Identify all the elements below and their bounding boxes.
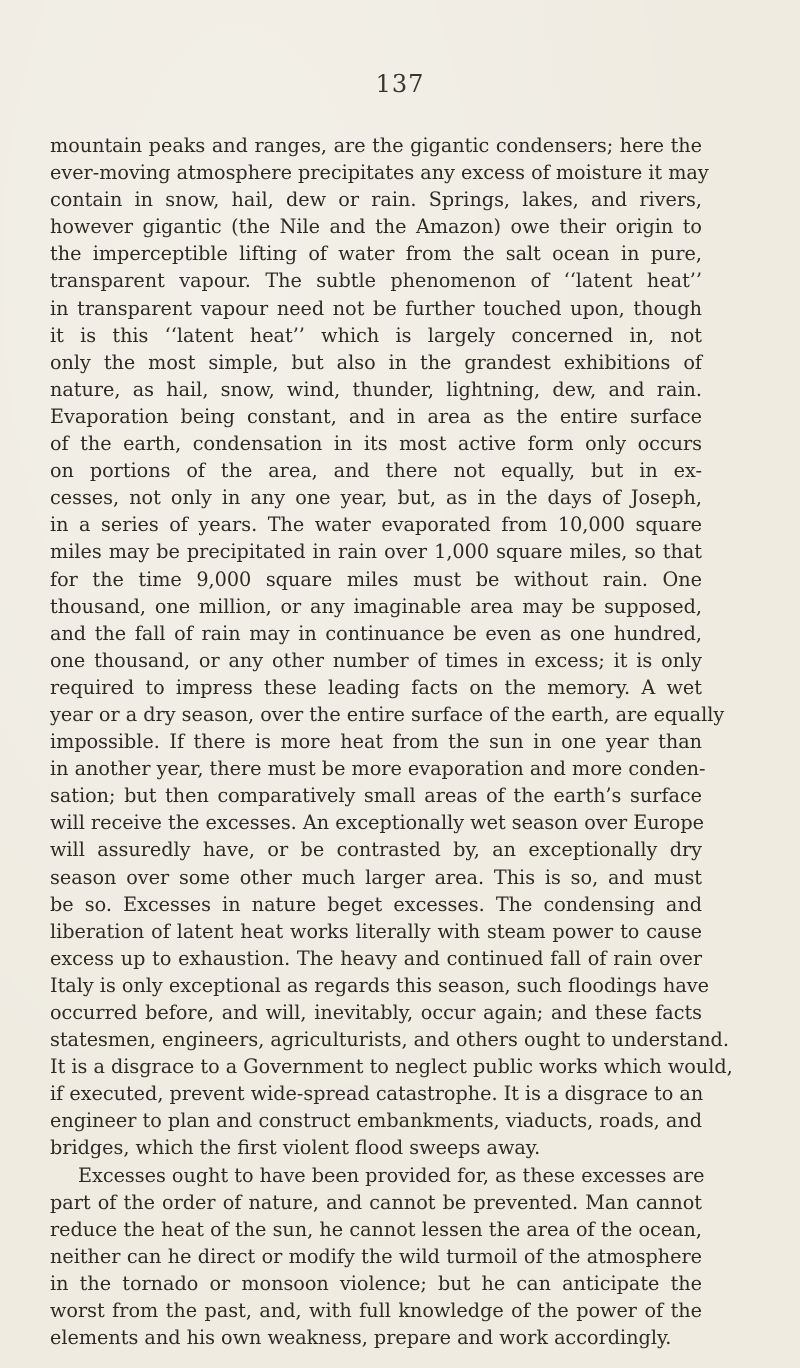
text-line: in another year, there must be more evaporation and more conden- — [50, 757, 706, 781]
text-line: in a series of years. The water evaporated from 10,000 square — [50, 513, 702, 537]
text-line: thousand, one million, or any imaginable area may be supposed, — [50, 594, 702, 618]
text-line: liberation of latent heat works literally with steam power to cause — [50, 919, 702, 943]
text-line: Italy is only exceptional as regards this season, such floodings have — [50, 973, 709, 997]
text-line: for the time 9,000 square miles must be without rain. One — [50, 567, 702, 591]
text-line: the imperceptible lifting of water from the salt ocean in pure, — [50, 242, 702, 266]
text-line: it is this ‘‘latent heat’’ which is largely concerned in, not — [50, 323, 702, 347]
text-line: miles may be precipitated in rain over 1,000 square miles, so that — [50, 540, 702, 564]
text-line: contain in snow, hail, dew or rain. Springs, lakes, and rivers, — [50, 188, 702, 212]
text-line: in transparent vapour need not be further touched upon, though — [50, 296, 702, 320]
text-line: on portions of the area, and there not equally, but in ex- — [50, 459, 702, 483]
text-line: statesmen, engineers, agriculturists, and others ought to understand. — [50, 1028, 729, 1052]
text-line: ever-moving atmosphere precipitates any excess of moisture it may — [50, 161, 709, 185]
page-number: 137 — [375, 70, 425, 98]
text-line: will receive the excesses. An exceptionally wet season over Europe — [50, 811, 704, 835]
text-line: one thousand, or any other number of times in excess; it is only — [50, 648, 702, 672]
text-line: however gigantic (the Nile and the Amazon) owe their origin to — [50, 215, 702, 239]
text-line: be so. Excesses in nature beget excesses. The condensing and — [50, 892, 702, 916]
text-line: occurred before, and will, inevitably, occur again; and these facts — [50, 1001, 702, 1024]
text-line: engineer to plan and construct embankments, viaducts, roads, and — [50, 1109, 702, 1133]
text-line: impossible. If there is more heat from the sun in one year than — [50, 730, 702, 754]
text-line: if executed, prevent wide-spread catastrophe. It is a disgrace to an — [50, 1082, 704, 1106]
text-line: Evaporation being constant, and in area as the entire surface — [50, 404, 702, 428]
text-line: reduce the heat of the sun, he cannot lessen the area of the ocean, — [50, 1217, 702, 1241]
text-line: cesses, not only in any one year, but, as in the days of Joseph, — [50, 486, 702, 510]
text-line: mountain peaks and ranges, are the gigantic condensers; here the — [50, 134, 702, 157]
text-line: worst from the past, and, with full knowledge of the power of the — [50, 1299, 702, 1323]
body-text — [50, 132, 733, 1351]
text-line: only the most simple, but also in the grandest exhibitions of — [50, 350, 702, 374]
text-line: elements and his own weakness, prepare and work accordingly. — [50, 1326, 672, 1350]
text-line: required to impress these leading facts on the memory. A wet — [50, 675, 702, 699]
text-line: transparent vapour. The subtle phenomenon of ‘‘latent heat’’ — [50, 269, 702, 293]
text-line: will assuredly have, or be contrasted by, an exceptionally dry — [50, 838, 702, 862]
text-line: It is a disgrace to a Government to neglect public works which would, — [50, 1055, 733, 1079]
text-line: excess up to exhaustion. The heavy and continued fall of rain over — [50, 946, 702, 970]
text-line: year or a dry season, over the entire surface of the earth, are equally — [50, 702, 725, 726]
text-line: of the earth, condensation in its most active form only occurs — [50, 432, 702, 456]
text-line: season over some other much larger area. This is so, and must — [50, 865, 702, 889]
text-line: Excesses ought to have been provided for, as these excesses are — [78, 1163, 705, 1187]
text-line: sation; but then comparatively small areas of the earth’s surface — [50, 784, 702, 808]
text-line: and the fall of rain may in continuance be even as one hundred, — [50, 621, 702, 645]
text-line: part of the order of nature, and cannot be prevented. Man cannot — [50, 1190, 702, 1214]
text-line: neither can he direct or modify the wild turmoil of the atmosphere — [50, 1244, 702, 1268]
text-line: nature, as hail, snow, wind, thunder, lightning, dew, and rain. — [50, 377, 702, 401]
text-line: in the tornado or monsoon violence; but he can anticipate the — [50, 1271, 702, 1295]
text-line: bridges, which the first violent flood sweeps away. — [50, 1136, 541, 1160]
